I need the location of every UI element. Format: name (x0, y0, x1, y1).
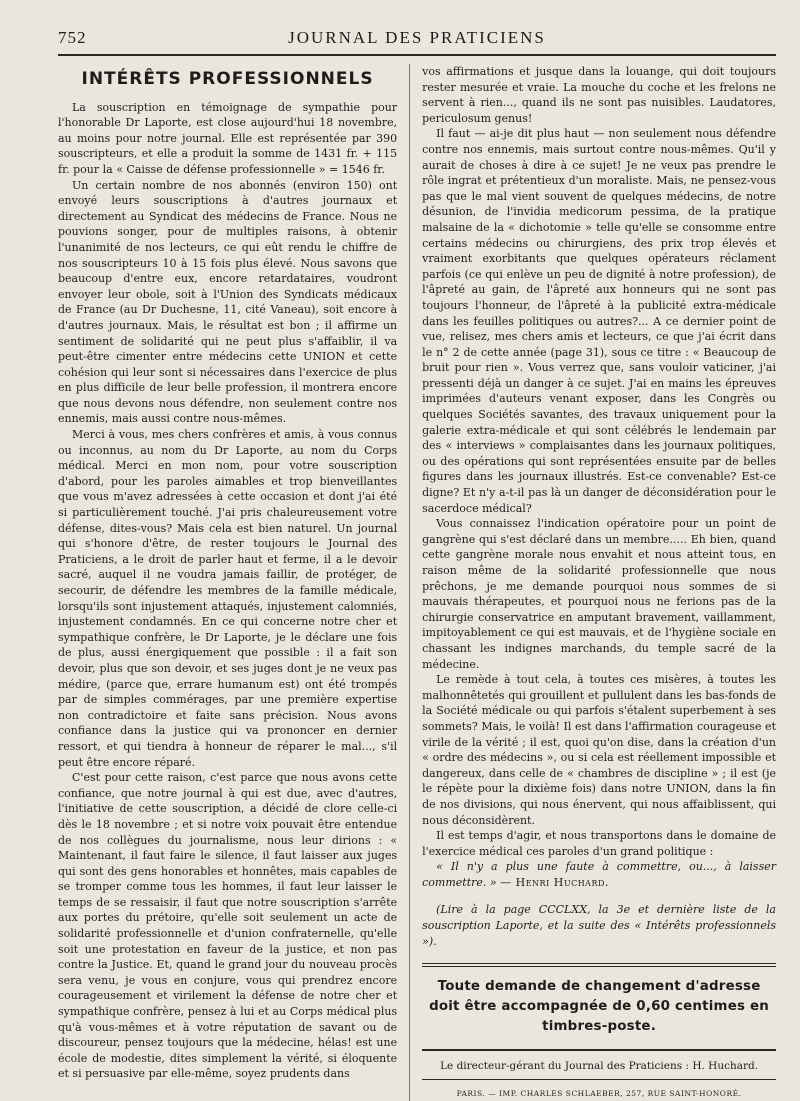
paragraph: La souscription en témoignage de sympathie pour l'honorable Dr Laporte, est close aujourd'hui 18 novembre, au moins pour notre journal. Elle est représentée par 390 souscripteurs, et elle a produit la somme de 1431 fr. + 115 fr. pour la « Caisse de défense professionnelle » = 1546 fr. (58, 100, 398, 176)
divider (422, 1049, 776, 1051)
paragraph: Il est temps d'agir, et nous transportons dans le domaine de l'exercice médical ces paroles d'un grand politique : (422, 829, 776, 858)
paragraph: Le remède à tout cela, à toutes ces misères, à toutes les malhonnêtetés qui grouillent et pullulent dans les bas-fonds de la Société médicale ou qui parfois s'étalent superbement à ses sommets? Mais, le voilà! Il est dans l'affirmation courageuse et virile de la vérité ; il est, quoi qu'on dise, dans la création d'un « ordre des médecins », ou si cela est réellement impossible et dangereux, dans celle de « chambres de discipline » ; il est (je le répète pour la dixième fois) dans notre UNION, dans la fin de nos divisions, qui nous énervent, qui nous affaiblissent, qui nous déconsidèrent. (422, 673, 776, 827)
note-text: (Lire à la page CCCLXX, la 3e et dernière liste de la souscription Laporte, et la suite des « Intérêts professionnels »). (422, 903, 776, 948)
page-number: 752 (58, 28, 87, 47)
paragraph: C'est pour cette raison, c'est parce que nous avons cette confiance, que notre journal à qui est due, avec d'autres, l'initiative de cette souscription, a décidé de clore celle-ci dès le 18 novembre ; et si notre voix pouvait être entendue de nos collègues du journalisme, nous leur dirions : « Maintenant, il faut faire le silence, il faut laisser aux juges qui sont des gens honorables et honnêtes, mais capables de se tromper comme tous les hommes, il faut leur laisser le temps de se ressaisir, il faut que notre souscription s'arrête aux portes du prétoire, qu'elle soit seulement un acte de solidarité professionnelle et d'union confraternelle, qu'elle soit une protestation en faveur de la justice, et non pas contre la Justice. Et, quand le grand jour du nouveau procès sera venu, je vous en conjure, vous qui prendrez encore courageusement et virilement la défense de notre cher et sympathique confrère, pensez à lui et au Corps médical plus qu'à vous-mêmes et à votre réputation de savant ou de discoureur, pensez toujours que la médecine, hélas! est une école de modestie, dites simplement la vérité, si éloquente et si persuasive par elle-même, soyez prudents dans (58, 771, 398, 1081)
paragraph: vos affirmations et jusque dans la louange, qui doit toujours rester mesurée et vraie. La mouche du coche et les frelons ne servent à rien..., quand ils ne sont pas nuisibles. Laudatores, periculosum genus! (422, 65, 776, 125)
page-header (58, 28, 776, 56)
divider (422, 963, 776, 967)
quote-text: « Il n'y a plus une faute à commettre, ou..., à laisser commettre. » (422, 860, 776, 889)
paragraph: Merci à vous, mes chers confrères et amis, à vous connus ou inconnus, au nom du Dr Laporte, au nom du Corps médical. Merci en mon nom, pour votre souscription d'abord, pour les paroles aimables et trop bienveillantes que vous m'avez adressées à cette occasion et dont j'ai été si particulièrement touché. J'ai pris chaleureusement votre défense, dites-vous? Mais cela est bien naturel. Un journal qui s'honore d'être, de rester toujours le Journal des Praticiens, a le droit de parler haut et ferme, il a le devoir sacré, auquel il ne voudra jamais faillir, de protéger, de secourir, de défendre les membres de la famille médicale, lorsqu'ils sont injustement attaqués, injustement calomniés, injustement condamnés. En ce qui concerne notre cher et sympathique confrère, le Dr Laporte, je le déclare une fois de plus, aussi énergiquement que possible : il a fait son devoir, plus que son devoir, et ses juges dont je ne veux pas médire, (parce que, errare humanum est) ont été trompés par de simples commérages, par une première expertise non contradictoire et faite sans précision. Nous avons confiance dans la justice qui va prononcer en dernier ressort, et qui tiendra à honneur de réparer le mal..., s'il peut être encore réparé. (58, 428, 398, 769)
address-change-notice: Toute demande de changement d'adresse doit être accompagnée de 0,60 centimes en timbres-poste. (429, 979, 770, 1035)
paragraph: Un certain nombre de nos abonnés (environ 150) ont envoyé leurs souscriptions à d'autres journaux et directement au Syndicat des médecins de France. Nous ne pouvions songer, pour de multiples raisons, à obtenir l'unanimité de nos lecteurs, ce qui eût rendu le chiffre de nos souscripteurs 10 à 15 fois plus élevé. Nous savons que beaucoup d'entre eux, encore retardataires, voudront envoyer leur obole, soit à l'Union des Syndicats médicaux de France (au Dr Duchesne, 11, cité Vaneau), soit encore à d'autres journaux. Mais, le résultat est bon ; il affirme un sentiment de solidarité qui ne peut plus s'affaiblir, il va peut-être cimenter entre médecins cette UNION et cette cohésion qui leur sont si nécessaires dans l'exercice de plus en plus difficile de leur belle profession, il montrera encore que nous devons nous défendre, non seulement contre nos ennemis, mais aussi contre nous-mêmes. (58, 178, 398, 426)
section-title: INTÉRÊTS PROFESSIONNELS (81, 69, 374, 89)
director-line: Le directeur-gérant du Journal des Praticiens : H. Huchard. (422, 1057, 776, 1080)
left-column (58, 64, 397, 1101)
paragraph: Il faut — ai-je dit plus haut — non seulement nous défendre contre nos ennemis, mais surtout contre nous-mêmes. Qu'il y aurait de choses à dire à ce sujet! Je ne veux pas prendre le rôle ingrat et prétentieux d'un moraliste. Mais, ne pensez-vous pas que le mal vient souvent de quelques médecins, de notre désunion, de l'invidia medicorum pessima, de la pratique malsaine de la « dichotomie » telle qu'elle se consomme entre certains médecins ou chirurgiens, des prix trop élevés et vraiment exorbitants que quelques opérateurs réclament parfois (ce qui enlève un peu de dignité à notre profession), de l'âpreté au gain, de l'âpreté aux honneurs qui ne sont pas toujours l'honneur, de l'âpreté à la publicité extra-médicale dans les feuilles politiques ou autres?... A ce dernier point de vue, relisez, mes chers amis et lecteurs, ce que j'ai écrit dans le n° 2 de cette année (page 31), sous ce titre : « Beaucoup de bruit pour rien ». Vous verrez que, sans vouloir vaticiner, j'ai pressenti déjà un danger à ce sujet. J'ai en mains les épreuves imprimées d'auteurs venant exposer, dans les Congrès ou quelques Sociétés savantes, des travaux uniquement pour la galerie extra-médicale et qui sont célébrés le lendemain par des « interviews » complaisantes dans les journaux politiques, ou des opérations qui sont représentées ensuite par de belles figures dans les journaux illustrés. Est-ce convenable? Est-ce digne? Et n'y a-t-il pas là un danger de déconsidération pour le sacerdoce médical? (422, 127, 776, 515)
author-signature: — Henri Huchard. (500, 875, 609, 889)
right-column (409, 64, 776, 1101)
article-columns (58, 64, 776, 1101)
political-quote (422, 859, 776, 890)
journal-title: JOURNAL DES PRATICIENS (288, 28, 546, 47)
paragraph: Vous connaissez l'indication opératoire pour un point de gangrène qui s'est déclaré dans un membre..... Eh bien, quand cette gangrène morale nous envahit et nous atteint tous, en raison même de la solidarité professionnelle que nous prêchons, je me demande pourquoi nous sommes de si mauvais thérapeutes, et pourquoi nous ne ferions pas de la chirurgie conservatrice en amputant bravement, vaillamment, impitoyablement ce qui est mauvais, et de l'hygiène sociale en chassant les indignes marchands, du temple sacré de la médecine. (422, 517, 776, 671)
printer-line: PARIS. — IMP. CHARLES SCHLAEBER, 257, RUE SAINT-HONORÉ. (456, 1088, 742, 1098)
editorial-note (422, 902, 776, 949)
